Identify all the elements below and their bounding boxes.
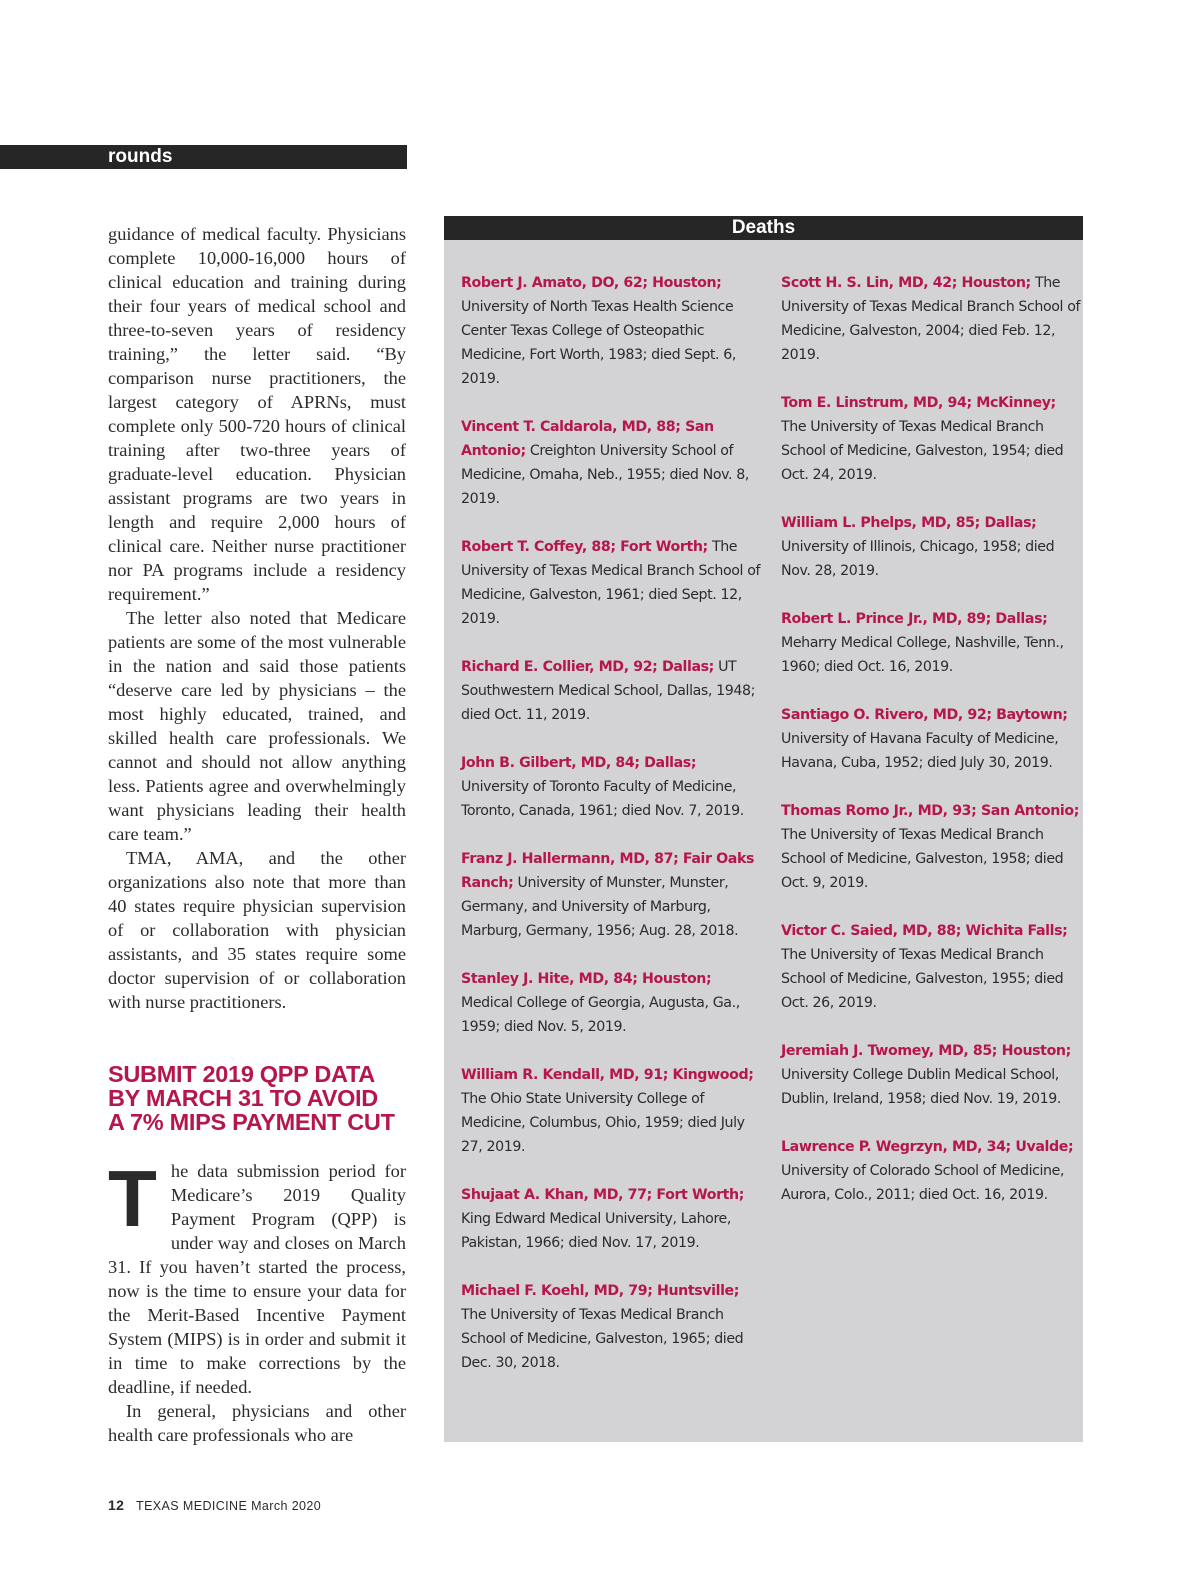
obituary-name: Jeremiah J. Twomey, MD, 85; Houston; (781, 1043, 1071, 1059)
obituary-name: Stanley J. Hite, MD, 84; Houston; (461, 971, 712, 987)
section-header-bar (0, 145, 407, 169)
article-continuation (108, 222, 406, 1014)
deaths-title: Deaths (444, 216, 1083, 240)
obituary-details: The University of Texas Medical Branch School of Medicine, Galveston, 2004; died Feb. 12, 2019. (781, 275, 1081, 363)
obituary-details: King Edward Medical University, Lahore, Pakistan, 1966; died Nov. 17, 2019. (461, 1211, 731, 1251)
obituary-name: William R. Kendall, MD, 91; Kingwood; (461, 1067, 754, 1083)
obituary-details: The University of Texas Medical Branch School of Medicine, Galveston, 1961; died Sept. 12, 2019. (461, 539, 761, 627)
obituary-name: Robert T. Coffey, 88; Fort Worth; (461, 539, 708, 555)
obituary-entry (781, 1039, 1081, 1111)
obituary-name: Franz J. Hallermann, MD, 87; Fair Oaks Ranch; (461, 851, 755, 891)
headline-line: BY MARCH 31 TO AVOID (108, 1085, 378, 1111)
deaths-column-2 (781, 271, 1081, 1231)
article-paragraph: The letter also noted that Medicare patients are some of the most vulnerable in the nation and said those patients “deserve care led by physicians – the most highly educated, trained, and skilled health care professionals. We cannot and should not allow anything less. Patients agree and overwhelmingly want physicians leading their health care team.” (108, 608, 406, 844)
obituary-entry (781, 511, 1081, 583)
obituary-details: University of North Texas Health Science Center Texas College of Osteopathic Medicine, Fort Worth, 1983; died Sept. 6, 2019. (461, 299, 736, 387)
obituary-details: University of Illinois, Chicago, 1958; died Nov. 28, 2019. (781, 539, 1055, 579)
obituary-name: Richard E. Collier, MD, 92; Dallas; (461, 659, 714, 675)
obituary-details: The University of Texas Medical Branch School of Medicine, Galveston, 1955; died Oct. 26, 2019. (781, 947, 1064, 1011)
obituary-entry (781, 271, 1081, 367)
obituary-details: University of Munster, Munster, Germany, and University of Marburg, Marburg, Germany, 1956; Aug. 28, 2018. (461, 875, 739, 939)
obituary-name: William L. Phelps, MD, 85; Dallas; (781, 515, 1037, 531)
section-label: rounds (108, 146, 173, 167)
obituary-entry (781, 703, 1081, 775)
obituary-name: Santiago O. Rivero, MD, 92; Baytown; (781, 707, 1068, 723)
obituary-details: The University of Texas Medical Branch School of Medicine, Galveston, 1958; died Oct. 9, 2019. (781, 827, 1064, 891)
obituary-entry (461, 1279, 761, 1375)
deaths-sidebar (444, 216, 1083, 1442)
obituary-name: Tom E. Linstrum, MD, 94; McKinney; (781, 395, 1056, 411)
article-headline (108, 1062, 418, 1134)
obituary-entry (461, 415, 761, 511)
obituary-details: Medical College of Georgia, Augusta, Ga., 1959; died Nov. 5, 2019. (461, 995, 740, 1035)
obituary-entry (461, 751, 761, 823)
article-paragraph: guidance of medical faculty. Physicians complete 10,000-16,000 hours of clinical education and training during their four years of medical school and three-to-seven years of residency training,” the letter said. “By comparison nurse practitioners, the largest category of APRNs, must complete only 500-720 hours of clinical training after two-three years of graduate-level education. Physician assistant programs are two years in length and require 2,000 hours of clinical care. Neither nurse practitioner nor PA programs include a residency requirement.” (108, 224, 406, 604)
publication-name: TEXAS MEDICINE (136, 1499, 248, 1513)
obituary-entry (461, 847, 761, 943)
deaths-column-1 (461, 271, 761, 1399)
obituary-details: University of Toronto Faculty of Medicine, Toronto, Canada, 1961; died Nov. 7, 2019. (461, 779, 744, 819)
obituary-name: Thomas Romo Jr., MD, 93; San Antonio; (781, 803, 1079, 819)
page-footer (108, 1497, 321, 1514)
article-paragraph: In general, physicians and other health care professionals who are (108, 1401, 406, 1445)
obituary-name: Robert L. Prince Jr., MD, 89; Dallas; (781, 611, 1048, 627)
first-paragraph-text: he data submission period for Medicare’s 2019 Quality Payment Program (QPP) is under way and closes on March 31. If you haven’t started the process, now is the time to ensure your data for the Merit-Based Incentive Payment System (MIPS) is in order and submit it in time to make corrections by the deadline, if needed. (108, 1161, 406, 1397)
obituary-entry (781, 799, 1081, 895)
obituary-entry (461, 535, 761, 631)
page-number: 12 (108, 1497, 125, 1513)
obituary-name: Robert J. Amato, DO, 62; Houston; (461, 275, 722, 291)
obituary-name: Michael F. Koehl, MD, 79; Huntsville; (461, 1283, 740, 1299)
headline-line: SUBMIT 2019 QPP DATA (108, 1061, 375, 1087)
obituary-entry (781, 391, 1081, 487)
obituary-details: University of Havana Faculty of Medicine, Havana, Cuba, 1952; died July 30, 2019. (781, 731, 1059, 771)
obituary-entry (781, 919, 1081, 1015)
obituary-details: The University of Texas Medical Branch School of Medicine, Galveston, 1965; died Dec. 30, 2018. (461, 1307, 744, 1371)
obituary-details: UT Southwestern Medical School, Dallas, 1948; died Oct. 11, 2019. (461, 659, 756, 723)
obituary-entry (461, 1063, 761, 1159)
issue-date: March 2020 (251, 1499, 322, 1513)
obituary-name: Lawrence P. Wegrzyn, MD, 34; Uvalde; (781, 1139, 1074, 1155)
obituary-name: Victor C. Saied, MD, 88; Wichita Falls; (781, 923, 1068, 939)
obituary-entry (461, 967, 761, 1039)
obituary-name: Vincent T. Caldarola, MD, 88; San Antonio; (461, 419, 714, 459)
obituary-details: Meharry Medical College, Nashville, Tenn., 1960; died Oct. 16, 2019. (781, 635, 1064, 675)
obituary-details: The University of Texas Medical Branch School of Medicine, Galveston, 1954; died Oct. 24, 2019. (781, 419, 1064, 483)
obituary-details: The Ohio State University College of Medicine, Columbus, Ohio, 1959; died July 27, 2019. (461, 1091, 745, 1155)
obituary-name: Scott H. S. Lin, MD, 42; Houston; (781, 275, 1031, 291)
drop-cap: T (108, 1154, 157, 1243)
obituary-name: Shujaat A. Khan, MD, 77; Fort Worth; (461, 1187, 745, 1203)
obituary-details: University of Colorado School of Medicine, Aurora, Colo., 2011; died Oct. 16, 2019. (781, 1163, 1065, 1203)
qpp-article-body (108, 1154, 406, 1447)
obituary-name: John B. Gilbert, MD, 84; Dallas; (461, 755, 697, 771)
obituary-details: Creighton University School of Medicine, Omaha, Neb., 1955; died Nov. 8, 2019. (461, 443, 749, 507)
obituary-details: University College Dublin Medical School, Dublin, Ireland, 1958; died Nov. 19, 2019. (781, 1067, 1061, 1107)
article-paragraph (108, 1154, 406, 1399)
obituary-entry (461, 655, 761, 727)
article-paragraph: TMA, AMA, and the other organizations also note that more than 40 states require physician supervision of or collaboration with physician assistants, and 35 states require some doctor supervision of or collaboration with nurse practitioners. (108, 848, 406, 1012)
obituary-entry (461, 271, 761, 391)
obituary-entry (781, 1135, 1081, 1207)
headline-line: A 7% MIPS PAYMENT CUT (108, 1109, 395, 1135)
obituary-entry (781, 607, 1081, 679)
obituary-entry (461, 1183, 761, 1255)
